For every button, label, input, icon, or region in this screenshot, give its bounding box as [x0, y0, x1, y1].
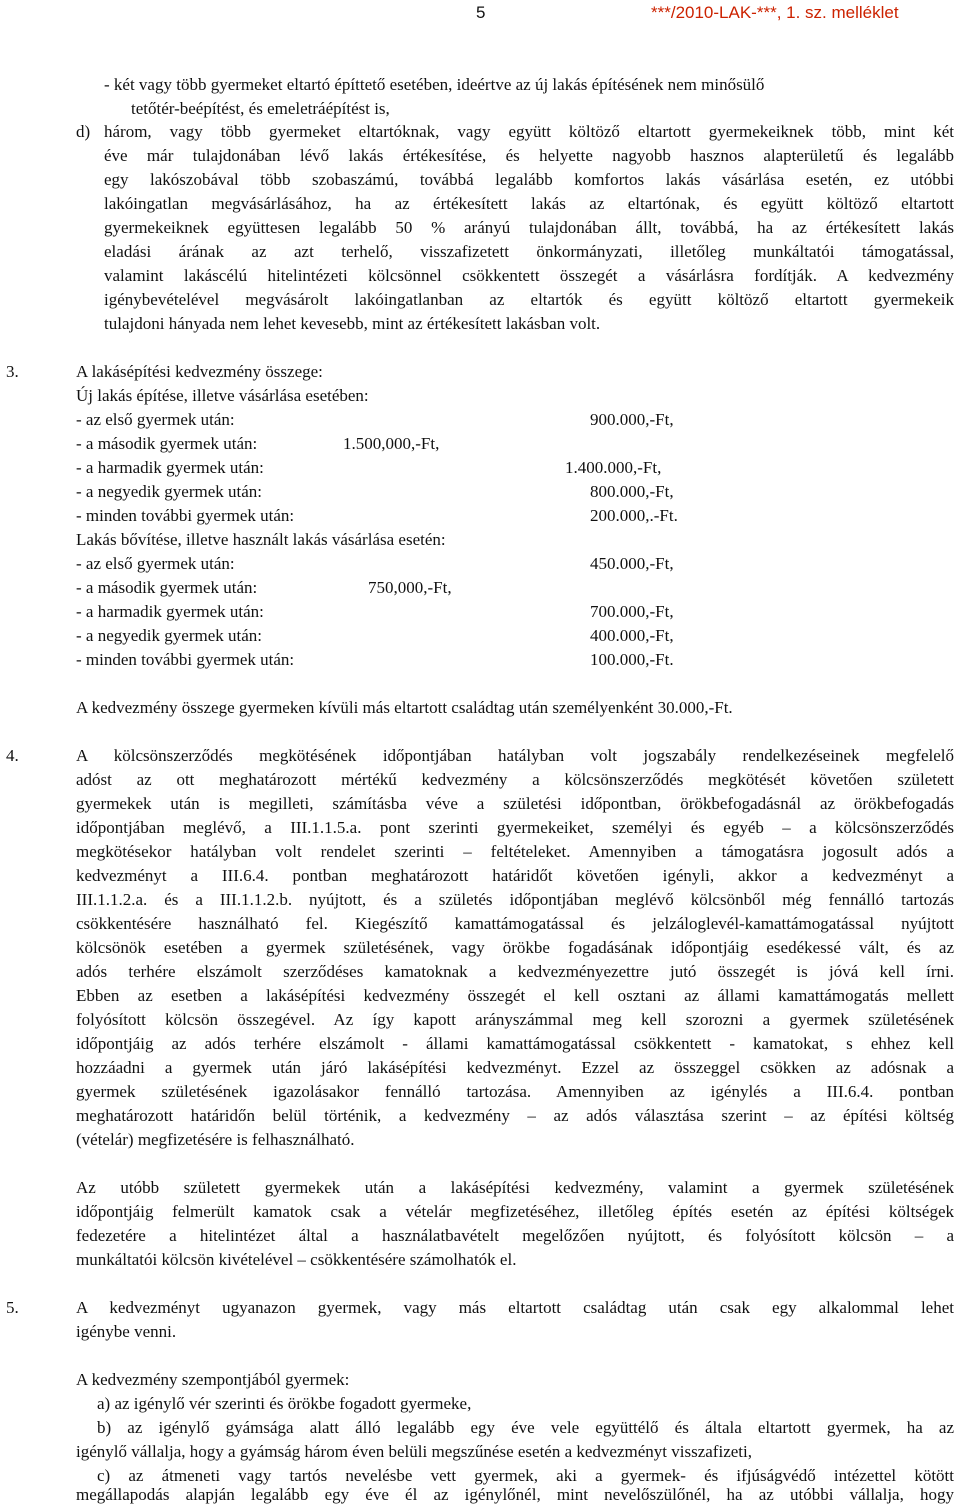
amount-label: - az első gyermek után:: [76, 410, 235, 429]
section-4-p2-line: munkáltatói kölcsön kivételével – csökkentésére számolhatók el.: [76, 1250, 517, 1269]
document-reference: ***/2010-LAK-***, 1. sz. melléklet: [651, 3, 899, 22]
dash-item-line: - két vagy több gyermeket eltartó építtető esetében, ideértve az új lakás építésének nem minősülő: [104, 75, 765, 94]
section-3-title: A lakásépítési kedvezmény összege:: [76, 362, 323, 381]
child-definition-item-a: a) az igénylő vér szerinti és örökbe fogadott gyermeke,: [97, 1394, 472, 1413]
amount-value: 100.000,-Ft.: [590, 650, 674, 669]
section-4-line: meghatározott határidőn belül történik, a kedvezmény – az adós választása szerint – az építési költség: [76, 1106, 954, 1125]
item-d-line: három, vagy több gyermeket eltartóknak, vagy együtt költöző eltartott gyermekeiknek több, mint két: [104, 122, 954, 141]
used-house-heading: Lakás bővítése, illetve használt lakás vásárlása esetén:: [76, 530, 446, 549]
item-d-line: eladási árának az azt terhelő, visszafizetett önkormányzati, illetőleg munkáltatói támogatással,: [104, 242, 954, 261]
child-definition-item-c: megállapodás alapján legalább egy éve él az igénylőnél, mint nevelőszülőnél, ha az utóbbi vállalja, hogy: [76, 1485, 954, 1504]
section-4-line: kedvezményt a III.6.4. pontban meghatározott határidőt követően igényli, akkor a kedvezményt a: [76, 866, 954, 885]
item-d-line: valamint lakáscélú hitelintézeti kölcsönnel csökkentett összegét a vásárlásra fordítják. A kedvezmény: [104, 266, 954, 285]
child-definition-item-c: c) az átmeneti vagy tartós nevelésbe vett gyermek, aki a gyermek- és ifjúságvédő intézettel kötött: [97, 1466, 954, 1485]
amount-value: 200.000,.-Ft.: [590, 506, 678, 525]
section-4-number: 4.: [6, 746, 19, 765]
child-definition-item-b: igénylő vállalja, hogy a gyámság három éven belüli megszűnése esetén a kedvezményt visszafizeti,: [76, 1442, 752, 1461]
section-4-line: A kölcsönszerződés megkötésének időpontjában hatályban volt jogszabály rendelkezéseinek megfelelő: [76, 746, 954, 765]
amount-value: 750,000,-Ft,: [368, 578, 452, 597]
amount-value: 400.000,-Ft,: [590, 626, 674, 645]
new-house-heading: Új lakás építése, illetve vásárlása esetében:: [76, 386, 369, 405]
amount-value: 450.000,-Ft,: [590, 554, 674, 573]
other-member-amount: A kedvezmény összege gyermeken kívüli más eltartott családtag után személyenként 30.000,-Ft.: [76, 698, 733, 717]
section-4-line: gyermekek után is megilleti, számításba véve a születési időpontban, örökbefogadásnál az örökbefogadás: [76, 794, 954, 813]
amount-label: - az első gyermek után:: [76, 554, 235, 573]
section-4-line: megkötésekor hatályban volt rendelet szerinti – feltételeket. Amennyiben a támogatásra jogosult adós a: [76, 842, 954, 861]
item-d-line: lakóingatlan megvásárlásához, ha az értékesített lakás az eltartónak, és együtt költöző eltartott: [104, 194, 954, 213]
amount-label: - a második gyermek után:: [76, 578, 258, 597]
amount-label: - a harmadik gyermek után:: [76, 458, 264, 477]
section-5-line: A kedvezményt ugyanazon gyermek, vagy más eltartott családtag után csak egy alkalommal lehet: [76, 1298, 954, 1317]
amount-value: 1.500,000,-Ft,: [343, 434, 440, 453]
section-4-line: (vételár) megfizetésére is felhasználható.: [76, 1130, 355, 1149]
section-4-line: csökkentésére használható fel. Kiegészítő kamattámogatással és jelzáloglevél-kamattámogatással nyújtott: [76, 914, 954, 933]
item-d-line: éve már tulajdonában lévő lakás értékesítése, és helyette nagyobb hasznos alapterületű és legalább: [104, 146, 954, 165]
child-definition-heading: A kedvezmény szempontjából gyermek:: [76, 1370, 350, 1389]
amount-label: - minden további gyermek után:: [76, 506, 295, 525]
section-4-line: III.1.1.2.a. és a III.1.1.2.b. nyújtott, és a születés időpontjában meglévő kölcsönből még fennálló tartozás: [76, 890, 954, 909]
section-5-number: 5.: [6, 1298, 19, 1317]
amount-label: - a harmadik gyermek után:: [76, 602, 264, 621]
amount-label: - a második gyermek után:: [76, 434, 258, 453]
section-4-line: időpontjáig az adós terhére elszámolt - állami kamattámogatással csökkentett - kamatokat, s ehhez kell: [76, 1034, 954, 1053]
section-4-line: adós terhére elszámolt szerződéses kamatoknak a kedvezményezettre jutó összegét is jóvá kell írni.: [76, 962, 954, 981]
amount-label: - a negyedik gyermek után:: [76, 482, 262, 501]
amount-label: - minden további gyermek után:: [76, 650, 295, 669]
section-4-p2-line: Az utóbb született gyermekek után a lakásépítési kedvezmény, valamint a gyermek születésének: [76, 1178, 954, 1197]
amount-value: 800.000,-Ft,: [590, 482, 674, 501]
item-d-line: egy lakószobával több szobaszámú, továbbá legalább komfortos lakás vásárlása esetén, ez utóbbi: [104, 170, 954, 189]
section-4-line: gyermek születésének igazolásakor fennálló tartozása. Amennyiben az igénylés a III.6.4. pontban: [76, 1082, 954, 1101]
section-5-line: igénybe venni.: [76, 1322, 177, 1341]
amount-value: 700.000,-Ft,: [590, 602, 674, 621]
section-4-p2-line: fedezetére a hitelintézet által a használatbavételt megelőzően nyújtott, és folyósított kölcsön – a: [76, 1226, 954, 1245]
amount-value: 900.000,-Ft,: [590, 410, 674, 429]
amount-value: 1.400.000,-Ft,: [565, 458, 662, 477]
item-d-line: igénybevételével megvásárolt lakóingatlanban az eltartók és együtt költöző eltartott gyermekeik: [104, 290, 954, 309]
item-d-line: gyermekeiknek együttesen legalább 50 % arányú tulajdonában állt, továbbá, ha az értékesített lakás: [104, 218, 954, 237]
section-4-p2-line: időpontjáig felmerült kamatok csak a vételár megfizetéséhez, illetőleg építés esetén az építési költségek: [76, 1202, 954, 1221]
section-4-line: hozzáadni a gyermek után járó lakásépítési kedvezményt. Ezzel az összeggel csökken az adósnak a: [76, 1058, 954, 1077]
section-4-line: adóst az ott meghatározott mértékű kedvezmény a kölcsönszerződés megkötését követően született: [76, 770, 954, 789]
section-4-line: folyósított kölcsön összegével. Az így kapott arányszámmal meg kell szorozni a gyermek születésének: [76, 1010, 954, 1029]
child-definition-item-b: b) az igénylő gyámsága alatt álló legalább egy éve vele együttélő és általa eltartott gyermek, ha az: [97, 1418, 954, 1437]
item-d-line: tulajdoni hányada nem lehet kevesebb, mint az értékesített lakásban volt.: [104, 314, 601, 333]
dash-item-line: tetőtér-beépítést, és emeletráépítést is,: [131, 99, 390, 118]
section-4-line: kölcsönök esetében a gyermek születésének, vagy örökbe fogadásának időpontjáig esedékessé vált, és az: [76, 938, 954, 957]
section-4-line: időpontjában meglévő, a III.1.1.5.a. pont szerinti gyermekeiket, személyi és egyéb – a kölcsönszerződés: [76, 818, 954, 837]
section-3-number: 3.: [6, 362, 19, 381]
section-4-line: Ebben az esetben a lakásépítési kedvezmény összegét el kell osztani az állami kamattámogatás mellett: [76, 986, 954, 1005]
page-number: 5: [476, 3, 486, 22]
amount-label: - a negyedik gyermek után:: [76, 626, 262, 645]
item-d-label: d): [76, 122, 91, 141]
